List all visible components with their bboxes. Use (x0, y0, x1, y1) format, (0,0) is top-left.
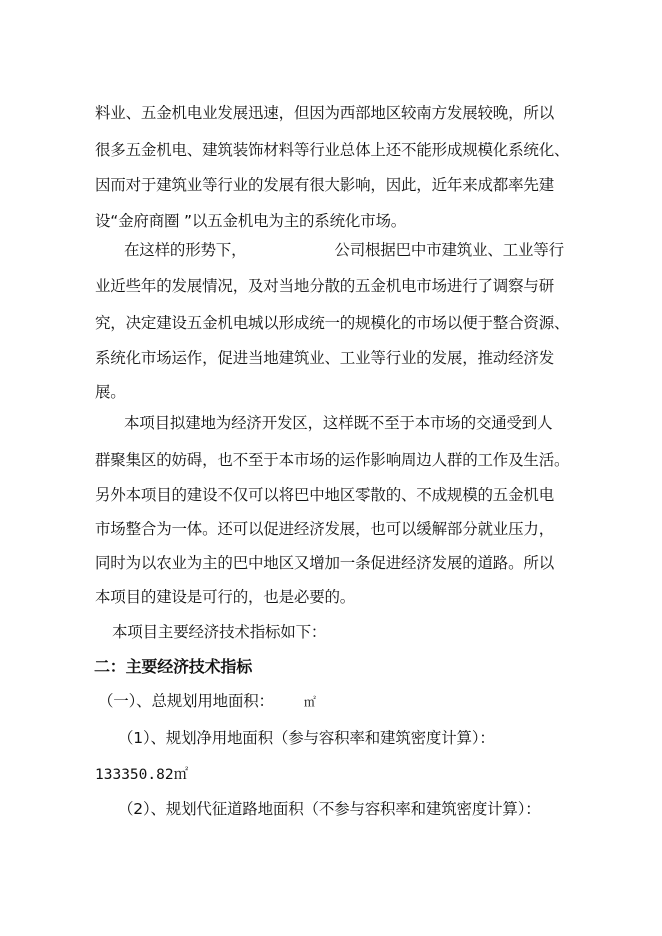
item-road-area-label: （2）、规划代征道路地面积（不参与容积率和建筑密度计算）： (118, 800, 541, 818)
paragraph-line-end: 公司根据巴中市建筑业、工业等行 (334, 241, 564, 259)
paragraph-line: 另外本项目的建设不仅可以将巴中地区零散的、不成规模的五金机电 (95, 486, 555, 504)
item-total-area (98, 691, 316, 712)
item-net-area-label: （1）、规划净用地面积（参与容积率和建筑密度计算）： (118, 729, 495, 747)
paragraph-line: 本项目的建设是可行的，也是必要的。 (95, 588, 356, 606)
item-total-area-label: （一）、总规划用地面积： (98, 692, 274, 710)
paragraph-line (124, 240, 564, 260)
paragraph-line-start: 在这样的形势下， (124, 241, 247, 259)
paragraph-line: 业近些年的发展情况，及对当地分散的五金机电市场进行了调察与研 (95, 277, 555, 295)
paragraph-line: 市场整合为一体。还可以促进经济发展，也可以缓解部分就业压力， (95, 520, 555, 538)
paragraph-line: 料业、五金机电业发展迅速，但因为西部地区较南方发展较晚，所以 (95, 104, 555, 122)
paragraph-line: 很多五金机电、建筑装饰材料等行业总体上还不能形成规模化系统化、 (95, 141, 570, 159)
item-total-area-unit: ㎡ (303, 695, 316, 709)
paragraph-line: 同时为以农业为主的巴中地区又增加一条促进经济发展的道路。所以 (95, 554, 555, 572)
paragraph-line: 因而对于建筑业等行业的发展有很大影响，因此，近年来成都率先建 (95, 176, 555, 194)
item-net-area-value: 133350.82㎡ (95, 767, 189, 783)
paragraph-line: 群聚集区的妨碍，也不至于本市场的运作影响周边人群的工作及生活。 (95, 451, 570, 469)
paragraph-line: 设“金府商圈 ”以五金机电为主的系统化市场。 (95, 212, 407, 230)
intro-line: 本项目主要经济技术指标如下： (112, 623, 327, 641)
paragraph-line: 本项目拟建地为经济开发区，这样既不至于本市场的交通受到人 (124, 414, 553, 432)
paragraph-line: 究，决定建设五金机电城以形成统一的规模化的市场以便于整合资源、 (95, 314, 570, 332)
paragraph-line: 系统化市场运作，促进当地建筑业、工业等行业的发展，推动经济发 (95, 349, 555, 367)
section-heading: 二：主要经济技术指标 (94, 657, 253, 676)
paragraph-line: 展。 (95, 383, 126, 401)
